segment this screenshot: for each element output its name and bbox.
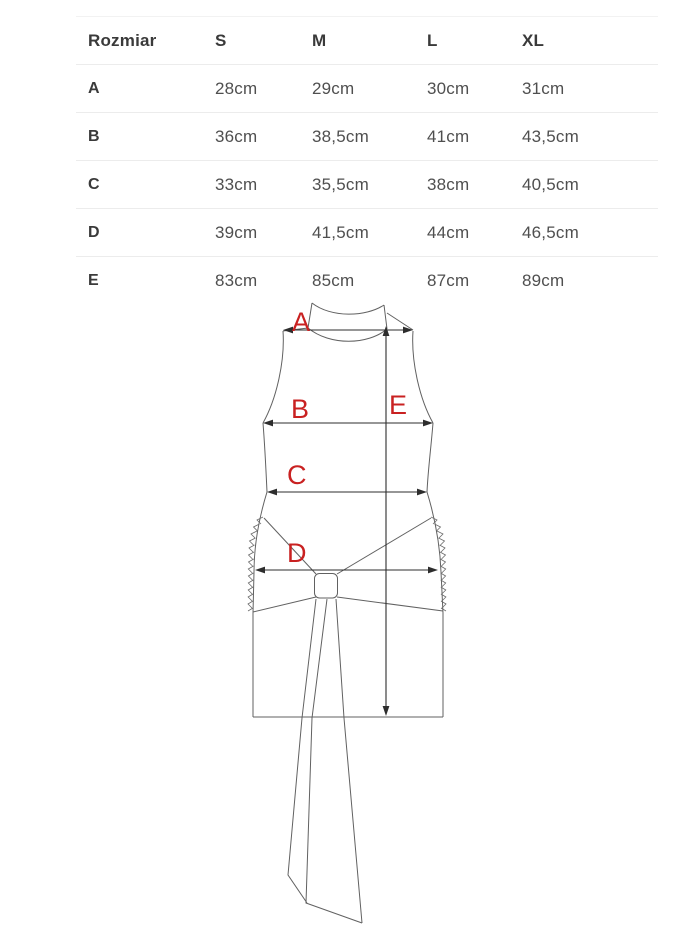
size-value-cell: 28cm	[215, 78, 258, 98]
size-value-cell: 41,5cm	[312, 222, 369, 242]
measurement-label-b: B	[291, 394, 310, 424]
measurement-label-d: D	[287, 538, 307, 568]
right-skirt-edge	[427, 492, 443, 717]
size-row-label: E	[88, 272, 99, 289]
size-value-cell: 89cm	[522, 271, 565, 290]
column-header-rozmiar: Rozmiar	[88, 30, 157, 50]
dimension-arrows	[255, 326, 438, 716]
sash-tail-middle-edge	[306, 599, 362, 923]
size-row-label: B	[88, 127, 100, 145]
size-row-label: C	[88, 175, 100, 193]
sash-tail-right	[336, 599, 362, 923]
right-upper-gather-line	[337, 518, 431, 574]
size-value-cell: 38,5cm	[312, 126, 369, 146]
size-value-cell: 83cm	[215, 271, 258, 290]
collar-top-edge	[312, 303, 384, 314]
size-value-cell: 30cm	[427, 78, 470, 98]
column-header-m: M	[312, 30, 327, 50]
right-armhole	[413, 331, 433, 423]
size-value-cell: 39cm	[215, 222, 258, 242]
measurement-label-e: E	[389, 390, 408, 420]
left-side-seam	[263, 423, 267, 492]
size-value-cell: 40,5cm	[522, 174, 579, 194]
size-value-cell: 36cm	[215, 126, 258, 146]
dimension-arrow-e	[383, 326, 390, 716]
sash-knot	[315, 574, 338, 599]
size-value-cell: 31cm	[522, 78, 565, 98]
size-value-cell: 87cm	[427, 271, 470, 290]
size-value-cell: 44cm	[427, 222, 470, 242]
size-value-cell: 33cm	[215, 174, 258, 194]
measurement-label-c: C	[287, 460, 307, 490]
size-value-cell: 41cm	[427, 126, 470, 146]
collar-right-edge	[384, 305, 387, 329]
left-ticks	[248, 517, 263, 611]
size-value-cell: 43,5cm	[522, 126, 579, 146]
column-header-xl: XL	[522, 30, 545, 50]
right-ticks	[431, 517, 446, 611]
right-lower-gather-line	[337, 597, 443, 611]
measurement-label-a: A	[292, 307, 311, 337]
dimension-arrow-b	[263, 420, 433, 427]
column-header-l: L	[427, 30, 438, 50]
right-shoulder	[387, 313, 413, 330]
left-lower-gather-line	[253, 597, 316, 612]
sash-tail-left	[288, 599, 316, 903]
right-side-seam	[427, 423, 433, 492]
size-value-cell: 29cm	[312, 78, 355, 98]
left-armhole	[263, 331, 283, 423]
column-header-s: S	[215, 30, 227, 50]
size-row-label: D	[88, 223, 100, 241]
garment-outline	[253, 303, 443, 923]
size-value-cell: 85cm	[312, 271, 355, 290]
dimension-arrow-d	[255, 567, 438, 574]
size-value-cell: 35,5cm	[312, 174, 369, 194]
ruching-ticks	[248, 517, 446, 611]
size-value-cell: 46,5cm	[522, 222, 579, 242]
size-row-label: A	[88, 79, 100, 97]
size-value-cell: 38cm	[427, 174, 470, 194]
left-skirt-edge	[253, 492, 267, 717]
